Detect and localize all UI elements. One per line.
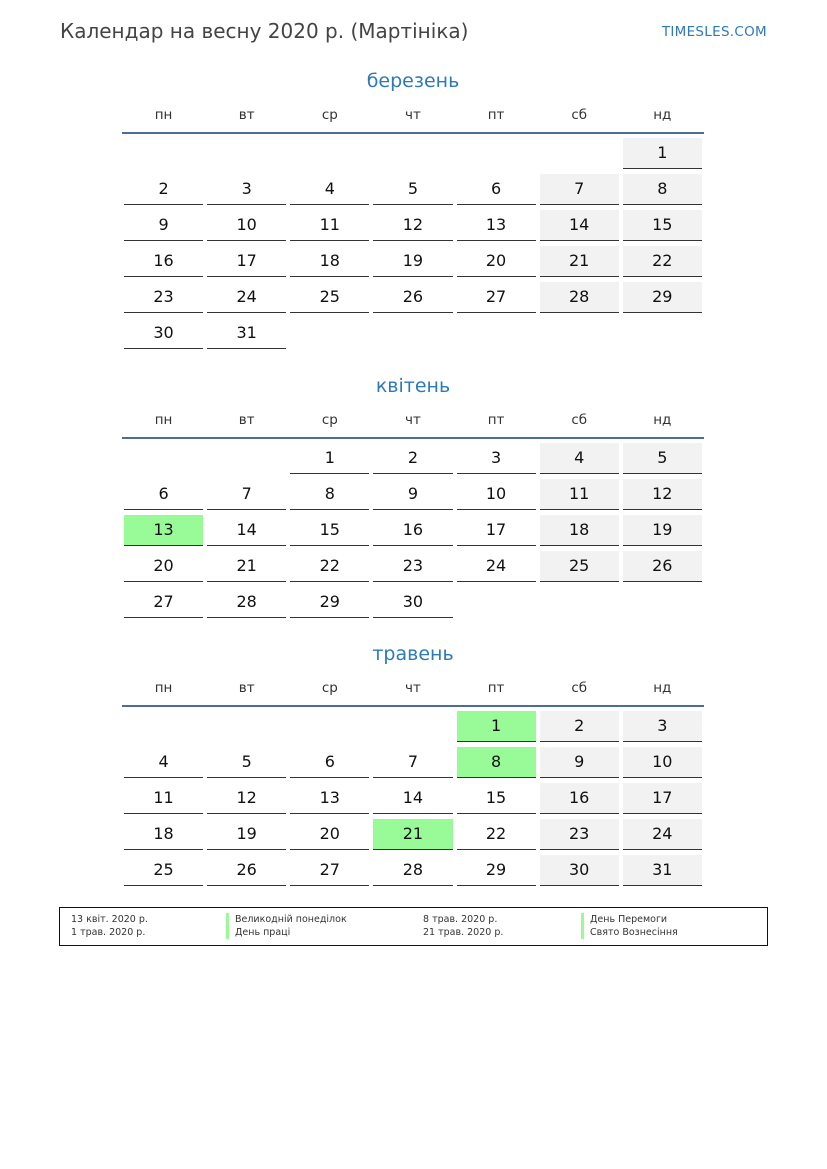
weekday-label: ср	[321, 680, 338, 696]
month-grid	[122, 134, 704, 350]
day-cell	[122, 206, 205, 242]
site-link[interactable]: TIMESLES.COM	[661, 24, 767, 40]
holiday-day-cell	[455, 743, 538, 779]
week-row	[122, 206, 704, 242]
day-cell	[371, 779, 454, 815]
day-number: 16	[124, 246, 203, 277]
weekday-label: чт	[405, 680, 421, 696]
day-number: 19	[623, 515, 702, 546]
day-cell	[288, 206, 371, 242]
day-number: 27	[457, 282, 536, 313]
empty-day	[457, 318, 536, 349]
week-row	[122, 134, 704, 170]
empty-day	[623, 318, 702, 349]
empty-day-cell	[371, 134, 454, 170]
day-number: 18	[540, 515, 619, 546]
weekday-label: пн	[154, 680, 173, 696]
weekend-day-cell	[538, 547, 621, 583]
day-cell	[288, 170, 371, 206]
day-cell	[288, 547, 371, 583]
day-cell	[122, 583, 205, 619]
day-number: 10	[623, 747, 702, 778]
weekend-day-cell	[621, 547, 704, 583]
day-number: 6	[124, 479, 203, 510]
weekend-day-cell	[538, 170, 621, 206]
weekday-label: ср	[321, 412, 338, 428]
weekday-label: пт	[487, 107, 505, 123]
day-number: 4	[540, 443, 619, 474]
day-number: 18	[124, 819, 203, 850]
day-cell	[122, 779, 205, 815]
day-number: 23	[373, 551, 452, 582]
day-number: 6	[290, 747, 369, 778]
day-number: 15	[290, 515, 369, 546]
week-row	[122, 475, 704, 511]
day-number: 15	[457, 783, 536, 814]
weekend-day-cell	[538, 475, 621, 511]
empty-day-cell	[538, 134, 621, 170]
day-cell	[455, 242, 538, 278]
day-number: 12	[623, 479, 702, 510]
weekday-header	[122, 677, 704, 707]
empty-day-cell	[455, 314, 538, 350]
day-cell	[371, 851, 454, 887]
weekday-label: ср	[321, 107, 338, 123]
day-cell	[205, 743, 288, 779]
weekend-day-cell	[538, 815, 621, 851]
day-number: 20	[457, 246, 536, 277]
weekend-day-cell	[538, 242, 621, 278]
week-row	[122, 439, 704, 475]
day-number: 26	[207, 855, 286, 886]
day-cell	[122, 314, 205, 350]
day-number: 8	[290, 479, 369, 510]
empty-day-cell	[205, 439, 288, 475]
day-cell	[205, 511, 288, 547]
holiday-day-cell	[122, 511, 205, 547]
week-row	[122, 743, 704, 779]
month-name: травень	[372, 643, 454, 665]
weekday-header	[122, 409, 704, 439]
day-cell	[455, 170, 538, 206]
day-cell	[371, 547, 454, 583]
day-cell	[205, 851, 288, 887]
week-row	[122, 278, 704, 314]
day-cell	[122, 278, 205, 314]
weekend-day-cell	[621, 779, 704, 815]
day-cell	[122, 743, 205, 779]
day-cell	[371, 439, 454, 475]
empty-day	[124, 443, 203, 474]
day-number: 5	[373, 174, 452, 205]
empty-day	[290, 318, 369, 349]
day-number: 28	[373, 855, 452, 886]
week-row	[122, 851, 704, 887]
day-cell	[288, 278, 371, 314]
month-grid	[122, 439, 704, 619]
month-name: березень	[366, 70, 460, 92]
day-number: 11	[290, 210, 369, 241]
empty-day-cell	[538, 314, 621, 350]
day-cell	[122, 242, 205, 278]
day-number: 4	[124, 747, 203, 778]
day-number: 13	[290, 783, 369, 814]
day-number: 8	[623, 174, 702, 205]
day-number: 21	[540, 246, 619, 277]
day-number: 6	[457, 174, 536, 205]
day-number: 20	[290, 819, 369, 850]
day-number: 8	[457, 747, 536, 778]
day-number: 25	[124, 855, 203, 886]
day-number: 10	[207, 210, 286, 241]
day-number: 23	[540, 819, 619, 850]
week-row	[122, 815, 704, 851]
month-march	[122, 70, 704, 350]
day-cell	[288, 475, 371, 511]
empty-day-cell	[205, 707, 288, 743]
day-number: 21	[373, 819, 452, 850]
day-number: 3	[457, 443, 536, 474]
empty-day	[373, 138, 452, 169]
day-cell	[288, 851, 371, 887]
day-number: 24	[207, 282, 286, 313]
empty-day	[290, 138, 369, 169]
day-cell	[288, 511, 371, 547]
day-cell	[122, 475, 205, 511]
legend-date: 8 трав. 2020 р.	[423, 914, 498, 925]
weekend-day-cell	[621, 170, 704, 206]
day-cell	[455, 547, 538, 583]
empty-day-cell	[371, 707, 454, 743]
day-cell	[288, 743, 371, 779]
day-cell	[205, 779, 288, 815]
day-number: 7	[540, 174, 619, 205]
day-number: 30	[540, 855, 619, 886]
day-number: 12	[373, 210, 452, 241]
weekend-day-cell	[538, 779, 621, 815]
day-number: 16	[373, 515, 452, 546]
day-cell	[205, 242, 288, 278]
week-row	[122, 511, 704, 547]
weekday-label: вт	[238, 107, 255, 123]
empty-day	[373, 711, 452, 742]
weekday-label: пт	[487, 680, 505, 696]
day-number: 29	[623, 282, 702, 313]
weekday-label: пт	[487, 412, 505, 428]
day-cell	[122, 851, 205, 887]
weekend-day-cell	[621, 815, 704, 851]
day-number: 1	[623, 138, 702, 169]
day-number: 14	[373, 783, 452, 814]
day-cell	[455, 511, 538, 547]
empty-day-cell	[122, 707, 205, 743]
weekday-label: нд	[653, 107, 672, 123]
empty-day-cell	[621, 583, 704, 619]
legend-holiday-name: Великодній понеділок	[226, 913, 347, 926]
day-number: 22	[623, 246, 702, 277]
day-number: 14	[540, 210, 619, 241]
day-number: 25	[290, 282, 369, 313]
weekend-day-cell	[621, 278, 704, 314]
day-cell	[122, 170, 205, 206]
empty-day	[457, 587, 536, 618]
day-cell	[371, 206, 454, 242]
empty-day-cell	[122, 439, 205, 475]
empty-day-cell	[455, 134, 538, 170]
day-number: 17	[457, 515, 536, 546]
day-cell	[205, 206, 288, 242]
legend-holiday-name: Свято Вознесіння	[581, 926, 678, 939]
legend-holiday-name: День праці	[226, 926, 290, 939]
empty-day	[373, 318, 452, 349]
day-number: 11	[540, 479, 619, 510]
empty-day	[540, 138, 619, 169]
day-cell	[371, 278, 454, 314]
day-number: 24	[457, 551, 536, 582]
page-title: Календар на весну 2020 р. (Мартініка)	[60, 19, 469, 43]
weekend-day-cell	[621, 206, 704, 242]
day-number: 2	[540, 711, 619, 742]
weekday-label: пн	[154, 412, 173, 428]
weekend-day-cell	[621, 511, 704, 547]
empty-day-cell	[205, 134, 288, 170]
day-number: 29	[290, 587, 369, 618]
day-number: 23	[124, 282, 203, 313]
empty-day-cell	[288, 314, 371, 350]
day-cell	[205, 170, 288, 206]
day-cell	[205, 314, 288, 350]
day-cell	[205, 278, 288, 314]
day-number: 13	[124, 515, 203, 546]
empty-day-cell	[455, 583, 538, 619]
day-number: 3	[623, 711, 702, 742]
day-number: 10	[457, 479, 536, 510]
weekday-label: сб	[571, 107, 588, 123]
week-row	[122, 170, 704, 206]
weekday-label: сб	[571, 412, 588, 428]
week-row	[122, 583, 704, 619]
day-number: 15	[623, 210, 702, 241]
day-number: 31	[623, 855, 702, 886]
day-number: 22	[457, 819, 536, 850]
day-number: 29	[457, 855, 536, 886]
weekend-day-cell	[538, 851, 621, 887]
weekend-day-cell	[538, 707, 621, 743]
day-cell	[455, 206, 538, 242]
day-cell	[455, 439, 538, 475]
empty-day-cell	[538, 583, 621, 619]
day-number: 27	[124, 587, 203, 618]
weekend-day-cell	[621, 475, 704, 511]
empty-day-cell	[288, 707, 371, 743]
weekday-header	[122, 104, 704, 134]
weekday-label: вт	[238, 680, 255, 696]
day-number: 5	[623, 443, 702, 474]
day-cell	[455, 475, 538, 511]
day-number: 28	[207, 587, 286, 618]
day-number: 2	[373, 443, 452, 474]
day-number: 13	[457, 210, 536, 241]
day-cell	[371, 475, 454, 511]
day-number: 30	[124, 318, 203, 349]
day-number: 9	[373, 479, 452, 510]
weekday-label: вт	[238, 412, 255, 428]
month-name: квітень	[375, 375, 451, 397]
day-number: 11	[124, 783, 203, 814]
holiday-day-cell	[371, 815, 454, 851]
day-number: 16	[540, 783, 619, 814]
weekend-day-cell	[621, 439, 704, 475]
weekday-label: нд	[653, 680, 672, 696]
day-number: 18	[290, 246, 369, 277]
day-cell	[205, 475, 288, 511]
day-cell	[455, 278, 538, 314]
empty-day	[207, 443, 286, 474]
empty-day	[124, 711, 203, 742]
legend-date: 13 квіт. 2020 р.	[71, 914, 148, 925]
empty-day-cell	[621, 314, 704, 350]
day-cell	[455, 815, 538, 851]
day-cell	[371, 743, 454, 779]
empty-day	[623, 587, 702, 618]
weekend-day-cell	[538, 439, 621, 475]
day-cell	[288, 583, 371, 619]
day-cell	[371, 242, 454, 278]
day-cell	[205, 815, 288, 851]
empty-day	[207, 138, 286, 169]
day-cell	[122, 815, 205, 851]
day-number: 9	[124, 210, 203, 241]
day-number: 17	[207, 246, 286, 277]
weekday-label: чт	[405, 107, 421, 123]
legend-date: 21 трав. 2020 р.	[423, 927, 504, 938]
empty-day	[540, 318, 619, 349]
day-cell	[371, 170, 454, 206]
weekend-day-cell	[621, 707, 704, 743]
weekend-day-cell	[621, 242, 704, 278]
day-number: 5	[207, 747, 286, 778]
day-number: 9	[540, 747, 619, 778]
day-number: 28	[540, 282, 619, 313]
weekend-day-cell	[538, 743, 621, 779]
week-row	[122, 779, 704, 815]
day-number: 25	[540, 551, 619, 582]
weekend-day-cell	[621, 851, 704, 887]
month-grid	[122, 707, 704, 887]
weekday-label: нд	[653, 412, 672, 428]
week-row	[122, 242, 704, 278]
empty-day-cell	[288, 134, 371, 170]
weekday-label: чт	[405, 412, 421, 428]
empty-day-cell	[122, 134, 205, 170]
day-number: 3	[207, 174, 286, 205]
holiday-day-cell	[455, 707, 538, 743]
day-cell	[288, 815, 371, 851]
weekday-label: пн	[154, 107, 173, 123]
weekday-label: сб	[571, 680, 588, 696]
day-cell	[371, 511, 454, 547]
week-row	[122, 547, 704, 583]
empty-day	[290, 711, 369, 742]
day-number: 14	[207, 515, 286, 546]
day-cell	[205, 547, 288, 583]
day-number: 1	[290, 443, 369, 474]
day-number: 17	[623, 783, 702, 814]
day-cell	[371, 583, 454, 619]
empty-day	[457, 138, 536, 169]
day-cell	[288, 242, 371, 278]
day-cell	[455, 851, 538, 887]
day-cell	[205, 583, 288, 619]
day-cell	[288, 439, 371, 475]
empty-day	[540, 587, 619, 618]
month-may	[122, 643, 704, 887]
day-number: 19	[207, 819, 286, 850]
day-number: 12	[207, 783, 286, 814]
weekend-day-cell	[538, 278, 621, 314]
weekend-day-cell	[538, 206, 621, 242]
legend-date: 1 трав. 2020 р.	[71, 927, 146, 938]
day-number: 30	[373, 587, 452, 618]
day-number: 27	[290, 855, 369, 886]
empty-day-cell	[371, 314, 454, 350]
day-cell	[455, 779, 538, 815]
day-number: 7	[207, 479, 286, 510]
day-cell	[288, 779, 371, 815]
weekend-day-cell	[621, 134, 704, 170]
day-number: 26	[623, 551, 702, 582]
day-number: 1	[457, 711, 536, 742]
day-number: 20	[124, 551, 203, 582]
day-number: 21	[207, 551, 286, 582]
week-row	[122, 314, 704, 350]
day-number: 31	[207, 318, 286, 349]
week-row	[122, 707, 704, 743]
day-number: 24	[623, 819, 702, 850]
empty-day	[207, 711, 286, 742]
day-number: 4	[290, 174, 369, 205]
day-number: 26	[373, 282, 452, 313]
weekend-day-cell	[621, 743, 704, 779]
day-number: 19	[373, 246, 452, 277]
holiday-legend	[59, 907, 768, 946]
weekend-day-cell	[538, 511, 621, 547]
empty-day	[124, 138, 203, 169]
month-april	[122, 375, 704, 619]
day-cell	[122, 547, 205, 583]
day-number: 7	[373, 747, 452, 778]
legend-holiday-name: День Перемоги	[581, 913, 667, 926]
day-number: 2	[124, 174, 203, 205]
day-number: 22	[290, 551, 369, 582]
